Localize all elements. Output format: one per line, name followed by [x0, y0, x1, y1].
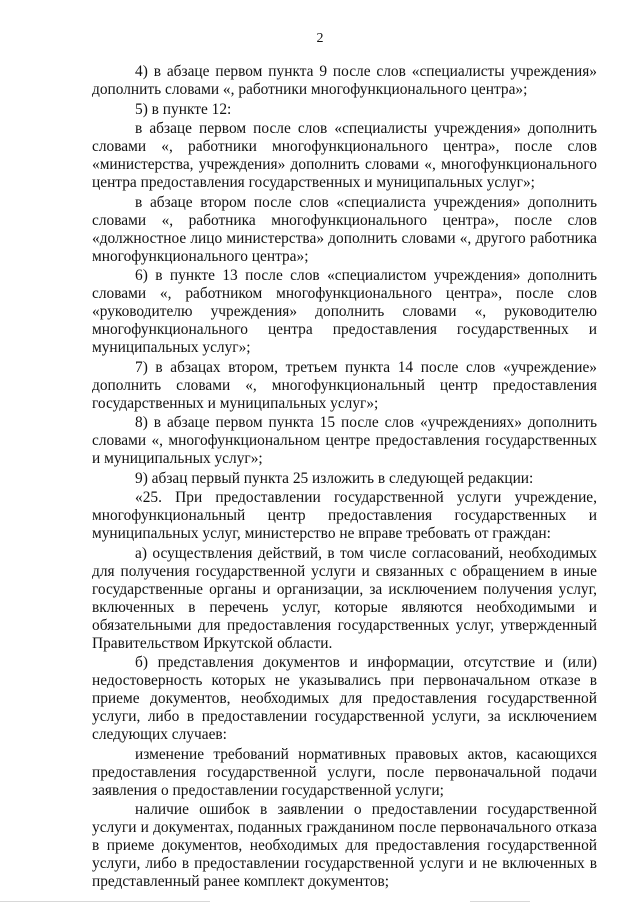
- paragraph-clause-25: «25. При предоставлении государственной услуги учреждение, многофункциональный центр предоставления государственных и муниципальных услуг, министерство не вправе требовать от граждан:: [92, 489, 597, 542]
- scan-edge-line-right: [470, 901, 530, 902]
- paragraph-item-5-second-abzac: в абзаце втором после слов «специалиста учреждения» дополнить словами «, работника многофункционального центра», после слов «должностное лицо министерства» дополнить словами «, другого работника многофункционального центра»;: [92, 193, 597, 265]
- paragraph-item-9: 9) абзац первый пункта 25 изложить в следующей редакции:: [135, 469, 534, 487]
- paragraph-item-5-first-abzac: в абзаце первом после слов «специалисты учреждения» дополнить словами «, работники многофункционального центра», после слов «министерства, учреждения» дополнить словами «, многофункционального центра предоставления государственных и муниципальных услуг»;: [92, 120, 597, 191]
- page-number: 2: [316, 31, 324, 46]
- paragraph-subitem-a: а) осуществления действий, в том числе согласований, необходимых для получения государственной услуги и связанных с обращением в иные государственные органы и организации, за исключением получения услуг, включенных в перечень услуг, которые являются необходимыми и обязательными для предоставления государственных услуг, утвержденный Правительством Иркутской области.: [92, 544, 597, 652]
- paragraph-item-5: 5) в пункте 12:: [135, 100, 232, 118]
- document-body: [92, 63, 597, 893]
- paragraph-item-8: 8) в абзаце первом пункта 15 после слов «учреждениях» дополнить словами «, многофункциональном центре предоставления государственных и муниципальных услуг»;: [92, 414, 597, 467]
- paragraph-item-4: 4) в абзаце первом пункта 9 после слов «специалисты учреждения» дополнить словами «, работники многофункционального центра»;: [92, 63, 597, 98]
- paragraph-case-errors: наличие ошибок в заявлении о предоставлении государственной услуги и документах, поданных гражданином после первоначального отказа в приеме документов, необходимых для предоставления государственной услуги, либо в предоставлении государственной услуги и не включенных в представленный ранее комплект документов;: [92, 801, 597, 890]
- paragraph-item-7: 7) в абзацах втором, третьем пункта 14 после слов «учреждение» дополнить словами «, многофункциональный центр предоставления государственных и муниципальных услуг»;: [92, 358, 597, 412]
- paragraph-subitem-b: б) представления документов и информации, отсутствие и (или) недостоверность которых не указывались при первоначальном отказе в приеме документов, необходимых для предоставления государственной услуги, либо в предоставлении государственной услуги, за исключением следующих случаев:: [92, 654, 597, 743]
- scan-edge-line: [0, 901, 210, 902]
- paragraph-item-6: 6) в пункте 13 после слов «специалистом учреждения» дополнить словами «, работником многофункционального центра», после слов «руководителю учреждения» дополнить словами «, руководителю многофункционального центра предоставления государственных и муниципальных услуг»;: [92, 267, 597, 356]
- paragraph-case-requirements-change: изменение требований нормативных правовых актов, касающихся предоставления государственной услуги, после первоначальной подачи заявления о предоставлении государственной услуги;: [92, 745, 597, 799]
